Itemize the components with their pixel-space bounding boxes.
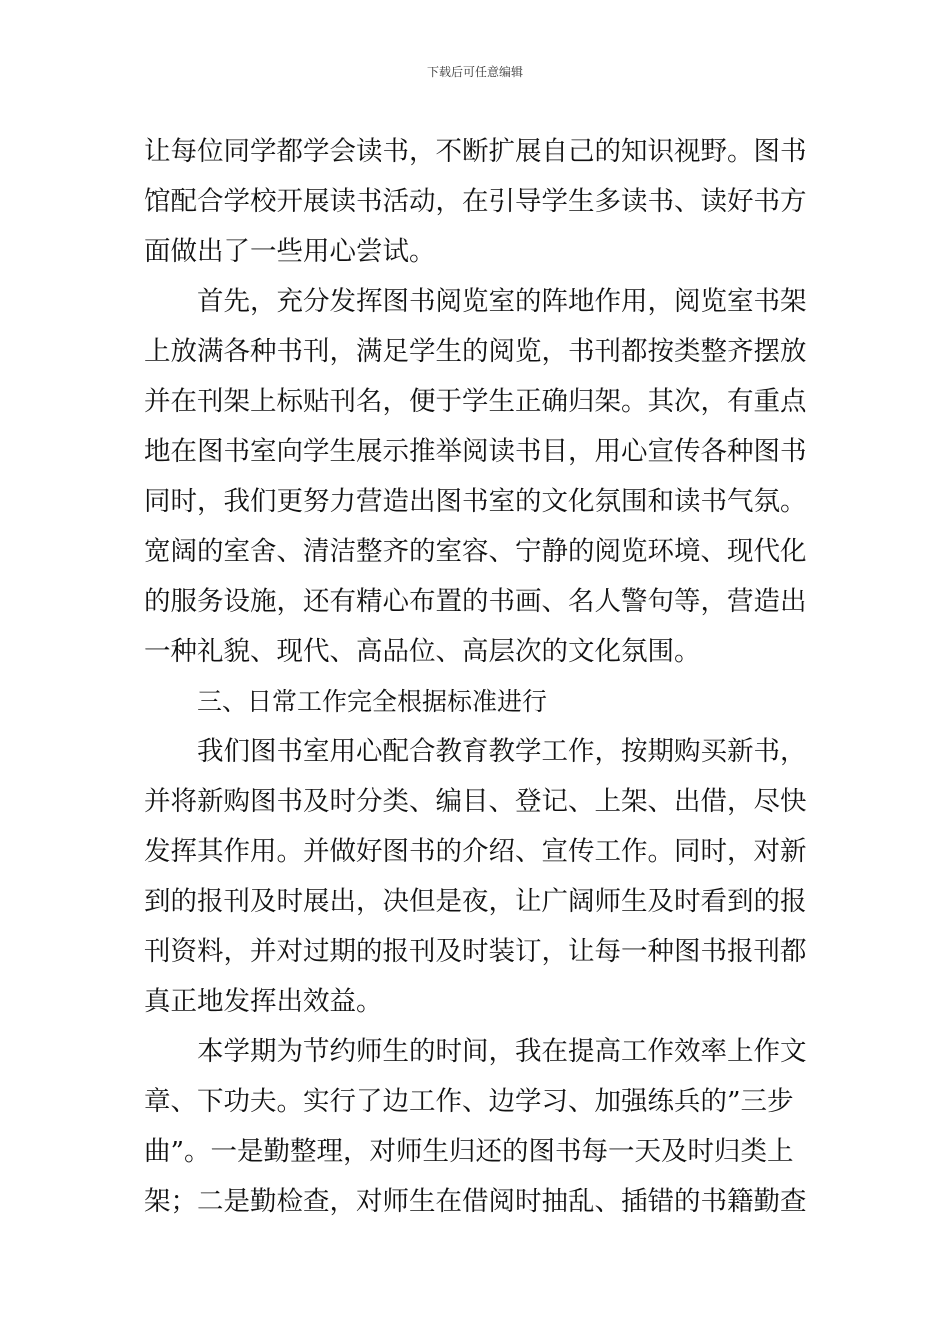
- text-line: 并在刊架上标贴刊名，便于学生正确归架。其次，有重点: [144, 386, 807, 417]
- page-header: 下载后可任意编辑: [426, 65, 523, 79]
- text-line: 的服务设施，还有精心布置的书画、名人警句等，营造出: [144, 586, 807, 617]
- text-line: 发挥其作用。并做好图书的介绍、宣传工作。同时，对新: [144, 836, 807, 867]
- text-line: 上放满各种书刊，满足学生的阅览，书刊都按类整齐摆放: [144, 336, 807, 367]
- text-line: 并将新购图书及时分类、编目、登记、上架、出借，尽快: [144, 786, 807, 817]
- text-line: 架；二是勤检查，对师生在借阅时抽乱、插错的书籍勤查: [144, 1186, 807, 1217]
- text-line: 章、下功夫。实行了边工作、边学习、加强练兵的”三步: [144, 1086, 794, 1117]
- text-line: 本学期为节约师生的时间，我在提高工作效率上作文: [197, 1036, 807, 1067]
- text-line: 到的报刊及时展出，决但是夜，让广阔师生及时看到的报: [144, 886, 807, 917]
- text-line: 面做出了一些用心尝试。: [144, 236, 436, 267]
- text-line: 同时，我们更努力营造出图书室的文化氛围和读书气氛。: [144, 486, 807, 517]
- text-line: 曲”。一是勤整理，对师生归还的图书每一天及时归类上: [144, 1136, 794, 1167]
- text-line: 首先，充分发挥图书阅览室的阵地作用，阅览室书架: [197, 286, 807, 317]
- text-line: 真正地发挥出效益。: [144, 986, 383, 1017]
- document-body: [144, 127, 808, 1227]
- text-line: 我们图书室用心配合教育教学工作，按期购买新书，: [197, 736, 807, 767]
- text-line: 宽阔的室舍、清洁整齐的室容、宁静的阅览环境、现代化: [144, 536, 807, 567]
- text-line: 一种礼貌、现代、高品位、高层次的文化氛围。: [144, 636, 701, 667]
- text-line: 地在图书室向学生展示推举阅读书目，用心宣传各种图书: [144, 436, 807, 467]
- text-line: 刊资料，并对过期的报刊及时装订，让每一种图书报刊都: [144, 936, 807, 967]
- section-heading: 三、日常工作完全根据标准进行: [197, 687, 548, 716]
- text-line: 让每位同学都学会读书，不断扩展自己的知识视野。图书: [144, 136, 807, 167]
- text-line: 馆配合学校开展读书活动，在引导学生多读书、读好书方: [144, 186, 807, 217]
